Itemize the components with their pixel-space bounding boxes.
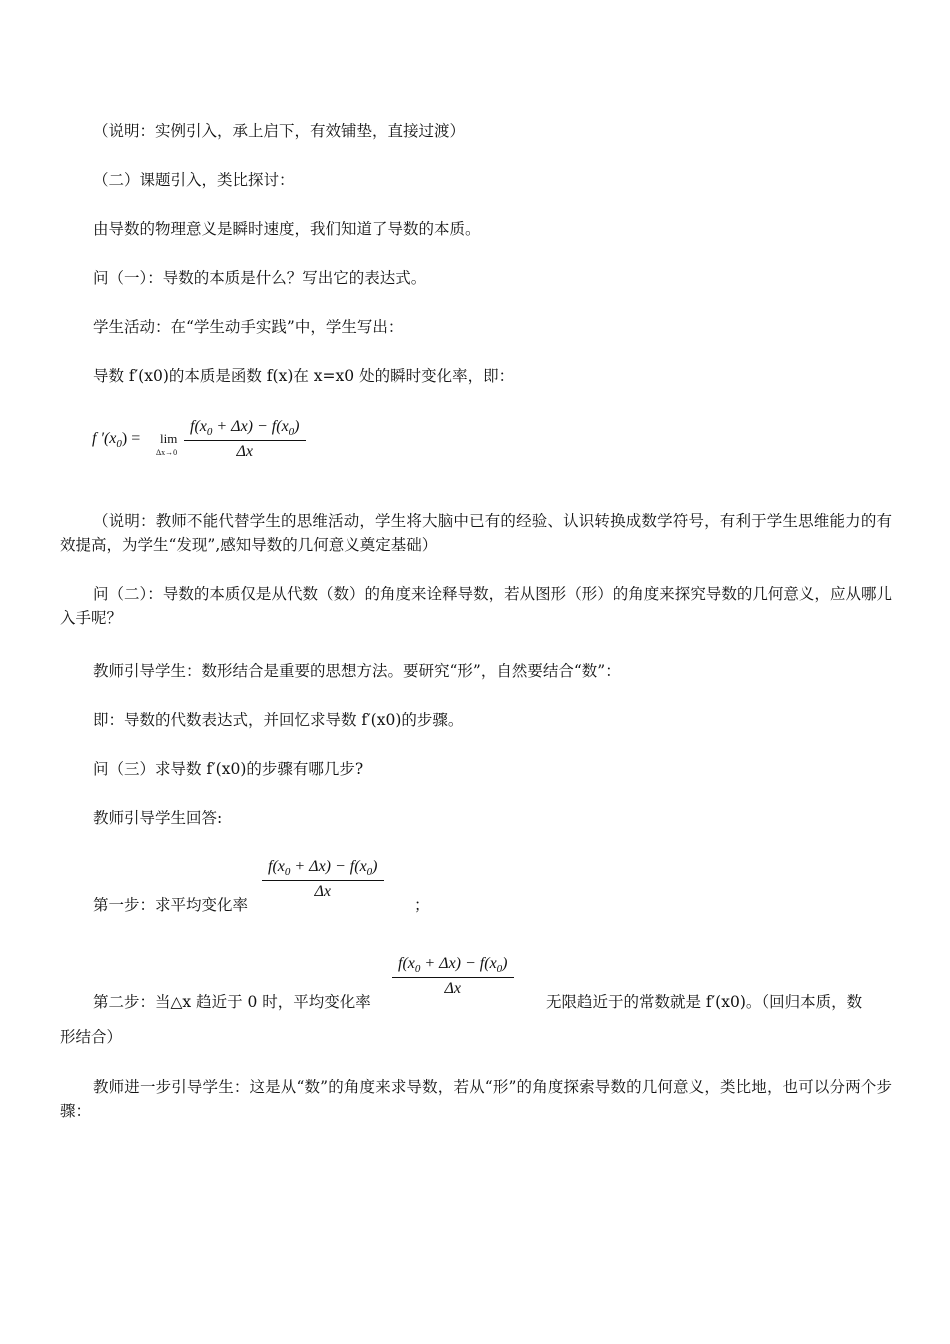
line-step-2-b: 无限趋近于的常数就是 f′(x0)。（回归本质，数 bbox=[546, 993, 863, 1011]
fraction-step-2: $\frac{f(x_0 + \Delta x) - f(x_0)}{\Delta x}$ bbox=[392, 955, 514, 998]
step-1-semicolon: ； bbox=[414, 896, 430, 914]
line-step-2-a: 第二步：当△x 趋近于 0 时，平均变化率 bbox=[93, 993, 371, 1011]
paragraph-note-2: （说明：教师不能代替学生的思维活动，学生将大脑中已有的经验、认识转换成数学符号，有利于学生思维能力的有效提高，为学生“发现”,感知导数的几何意义奠定基础） bbox=[60, 512, 892, 554]
line-recall: 即：导数的代数表达式，并回忆求导数 f′(x0)的步骤。 bbox=[93, 711, 464, 729]
derivative-formula: f $'(x_0)$ = lim Δx→0 $\frac{f(x_0 + \Delta x) - f(x_0)}{\Delta x}$ bbox=[92, 418, 332, 468]
line-teacher-guide-1: 教师引导学生：数形结合是重要的思想方法。要研究“形”，自然要结合“数”： bbox=[93, 662, 621, 680]
line-question-1: 问（一）：导数的本质是什么？写出它的表达式。 bbox=[93, 269, 427, 287]
paragraph-teacher-further: 教师进一步引导学生：这是从“数”的角度来求导数，若从“形”的角度探索导数的几何意义，类比地，也可以分两个步骤： bbox=[60, 1078, 892, 1120]
line-student-activity: 学生活动：在“学生动手实践”中，学生写出： bbox=[93, 318, 404, 336]
line-section-2: （二）课题引入，类比探讨： bbox=[93, 171, 295, 189]
line-teacher-guide-2: 教师引导学生回答: bbox=[93, 809, 223, 827]
line-note-1: （说明：实例引入，承上启下，有效铺垫，直接过渡） bbox=[93, 122, 466, 140]
paragraph-question-2: 问（二）：导数的本质仅是从代数（数）的角度来诠释导数，若从图形（形）的角度来探究导数的几何意义，应从哪儿入手呢？ bbox=[60, 585, 892, 627]
line-definition: 导数 f′(x0)的本质是函数 f(x)在 x=x0 处的瞬时变化率，即： bbox=[93, 367, 515, 385]
line-step-2-c: 形结合） bbox=[60, 1028, 123, 1046]
line-question-3: 问（三）求导数 f′(x0)的步骤有哪几步? bbox=[93, 760, 364, 778]
line-step-1: 第一步：求平均变化率 bbox=[93, 896, 249, 914]
line-intro: 由导数的物理意义是瞬时速度，我们知道了导数的本质。 bbox=[93, 220, 481, 238]
fraction-step-1: $\frac{f(x_0 + \Delta x) - f(x_0)}{\Delta x}$ bbox=[262, 858, 384, 901]
